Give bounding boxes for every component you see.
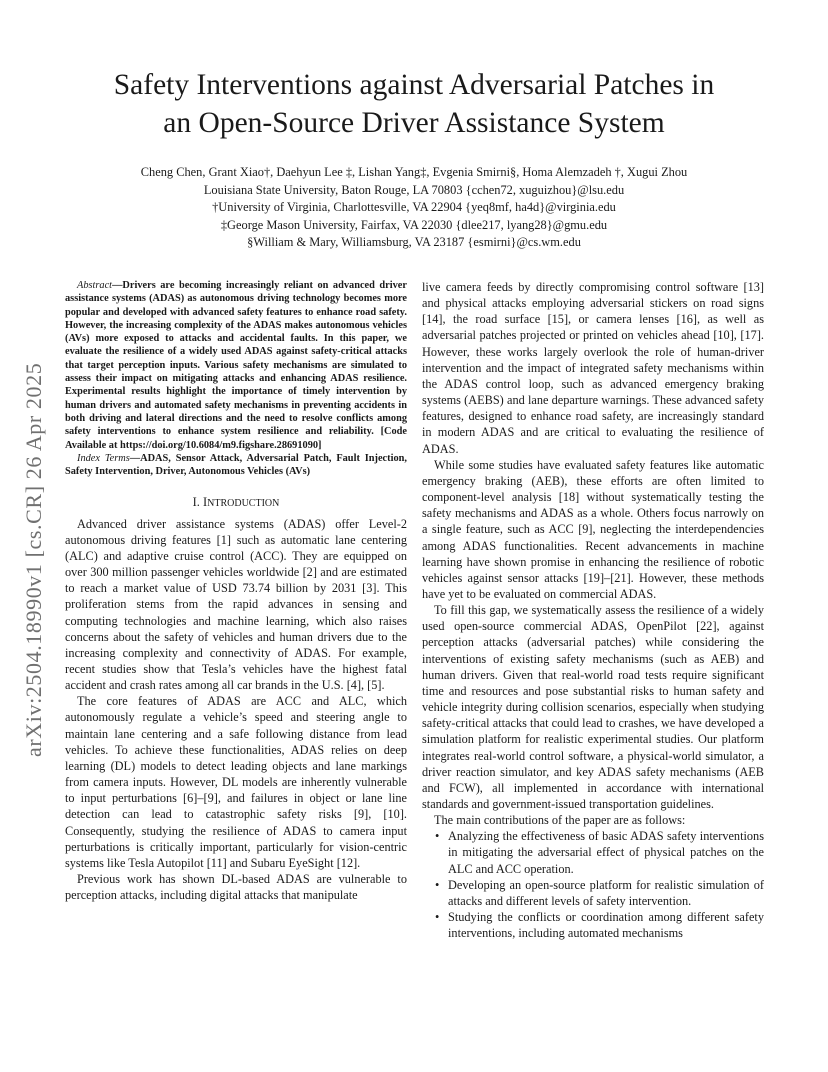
paper-title [40, 66, 788, 142]
intro-paragraph-3: Previous work has shown DL-based ADAS are vulnerable to perception attacks, including digital attacks that manipulate [65, 872, 407, 903]
abstract [65, 279, 407, 478]
affiliation-uva: †University of Virginia, Charlottesville, VA 22904 {yeq8mf, ha4d}@virginia.edu [212, 200, 616, 214]
author-names: Cheng Chen, Grant Xiao†, Daehyun Lee ‡, Lishan Yang‡, Evgenia Smirni§, Homa Alemzadeh †, Xugui Zhou [140, 165, 688, 179]
abstract-text: —Drivers are becoming increasingly reliant on advanced driver assistance systems (ADAS) as autonomous driving technology becomes more popular and developed with advanced safety features to enhance road safety. However, the increasing complexity of the ADAS makes autonomous vehicles (AVs) more exposed to attacks and accidental faults. In this paper, we evaluate the resilience of a widely used ADAS against safety-critical attacks that target perception inputs. Various safety mechanisms are simulated to assess their impact on mitigating attacks and enhancing ADAS resilience. Experimental results highlight the importance of timely intervention by human drivers and automated safety mechanisms in preventing accidents in both driving and lateral directions and the need to resolve conflicts among safety interventions to enhance system resilience and reliability. [Code Available at https://doi.org/10.6084/m9.figshare.28691090] [65, 280, 407, 451]
contributions-list [422, 828, 764, 941]
author-block [30, 164, 798, 252]
intro-paragraph-2: The core features of ADAS are ACC and ALC, which autonomously regulate a vehicle’s speed and steering angle to maintain lane centering and a safe following distance from lead vehicles. To achieve these functionalities, ADAS relies on deep learning (DL) models to detect leading objects and lane markings from camera inputs. However, DL models are inherently vulnerable to input perturbations [6]–[9], and failures in object or lane line detection can lead to catastrophic safety risks [9], [10]. Consequently, studying the resilience of ADAS to camera input perturbations is critically important, particularly for vision-centric systems like Tesla Autopilot [11] and Subaru EyeSight [12]. [65, 694, 407, 870]
contribution-text: Developing an open-source platform for realistic simulation of attacks and different levels of safety intervention. [448, 877, 764, 908]
index-terms [65, 452, 407, 479]
abstract-label: Abstract [77, 280, 113, 291]
section-title-rest: NTRODUCTION [207, 498, 280, 510]
list-item [422, 909, 764, 941]
bullet-icon: • [435, 910, 440, 925]
arxiv-stamp: arXiv:2504.18990v1 [cs.CR] 26 Apr 2025 [21, 362, 46, 757]
contribution-text: Studying the conflicts or coordination among different safety interventions, including automated mechanisms [448, 910, 764, 941]
right-column [422, 279, 764, 941]
index-terms-label: Index Terms [77, 452, 130, 464]
bullet-icon: • [435, 877, 440, 892]
intro-paragraph-4: While some studies have evaluated safety features like automatic emergency braking (AEB), these efforts are often limited to component-level analysis [18] without systematically testing the safety mechanisms and ADAS as a whole. Others focus narrowly on a single feature, such as ACC [9], neglecting the interdependencies among ADAS functionalities. Recent advancements in machine learning have shown promise in enhancing the resilience of robotic vehicles against sensor attacks [19]–[21]. However, these methods have yet to be evaluated on commercial ADAS. [422, 457, 764, 601]
affiliation-lsu: Louisiana State University, Baton Rouge, LA 70803 {cchen72, xuguizhou}@lsu.edu [203, 182, 625, 197]
section-numeral: I. [192, 495, 203, 510]
title-line-2: an Open-Source Driver Assistance System [163, 107, 665, 139]
title-line-1: Safety Interventions against Adversarial Patches in [113, 69, 715, 101]
affiliation-gmu: ‡George Mason University, Fairfax, VA 22030 {dlee217, lyang28}@gmu.edu [220, 217, 608, 232]
bullet-icon: • [435, 829, 440, 844]
affiliation-wm: §William & Mary, Williamsburg, VA 23187 {esmirni}@cs.wm.edu [247, 235, 581, 249]
section-heading-introduction [65, 494, 407, 512]
abstract-paragraph [65, 279, 407, 452]
intro-paragraph-3-cont: live camera feeds by directly compromising control software [13] and physical attacks employing adversarial stickers on road signs [14], the road surface [15], or camera lenses [16], as well as adversarial patches projected or printed on vehicles ahead [10], [17]. However, these works largely overlook the role of human-driver intervention and the impact of integrated safety mechanisms within the ADAS control loop, such as advanced emergency braking systems (AEBS) and lane departure warnings. These advanced safety features, designed to enhance road safety, are increasingly standard in modern ADAS and are critical to evaluating the resilience of ADAS. [422, 280, 764, 456]
list-item [422, 877, 764, 909]
contributions-intro: The main contributions of the paper are as follows: [434, 813, 686, 828]
intro-paragraph-5: To fill this gap, we systematically assess the resilience of a widely used open-source commercial ADAS, OpenPilot [22], against perception attacks (adversarial patches) while considering the interventions of existing safety mechanisms (such as AEB) and human drivers. Given that real-world road tests require significant time and resources and pose substantial risks to human safety and vehicle integrity during collision scenarios, especially when studying safety-critical attacks that could lead to crashes, we have developed a simulation platform for realistic experimental studies. Our platform integrates real-world control software, a physical-world simulator, a driver reaction simulator, and key ADAS safety mechanisms (AEB and FCW), all implemented in accordance with international standards and government-issued transportation guidelines. [422, 603, 764, 811]
left-column [65, 279, 407, 903]
contribution-text: Analyzing the effectiveness of basic ADAS safety interventions in mitigating the adversarial effect of physical patches on the ALC and ACC operation. [448, 829, 764, 876]
list-item [422, 828, 764, 876]
section-title-cap: I [202, 495, 208, 510]
intro-paragraph-1: Advanced driver assistance systems (ADAS) offer Level-2 autonomous driving features [1] such as automatic lane centering (ALC) and adaptive cruise control (ACC). They are equipped on over 300 million passenger vehicles worldwide [2] and are estimated to reach a market value of USD 73.74 billion by 2031 [3]. This proliferation stems from the rapid advances in sensing and computing technologies and machine learning, which also raises concerns about the safety of vehicles and human drivers due to the increasing complexity and connectivity of ADAS. For example, recent studies show that Tesla’s vehicles have the highest fatal accident and crash rates among all car brands in the U.S. [4], [5]. [65, 516, 407, 693]
index-terms-text: —ADAS, Sensor Attack, Adversarial Patch, Fault Injection, Safety Intervention, Driver, Autonomous Vehicles (AVs) [65, 452, 407, 478]
